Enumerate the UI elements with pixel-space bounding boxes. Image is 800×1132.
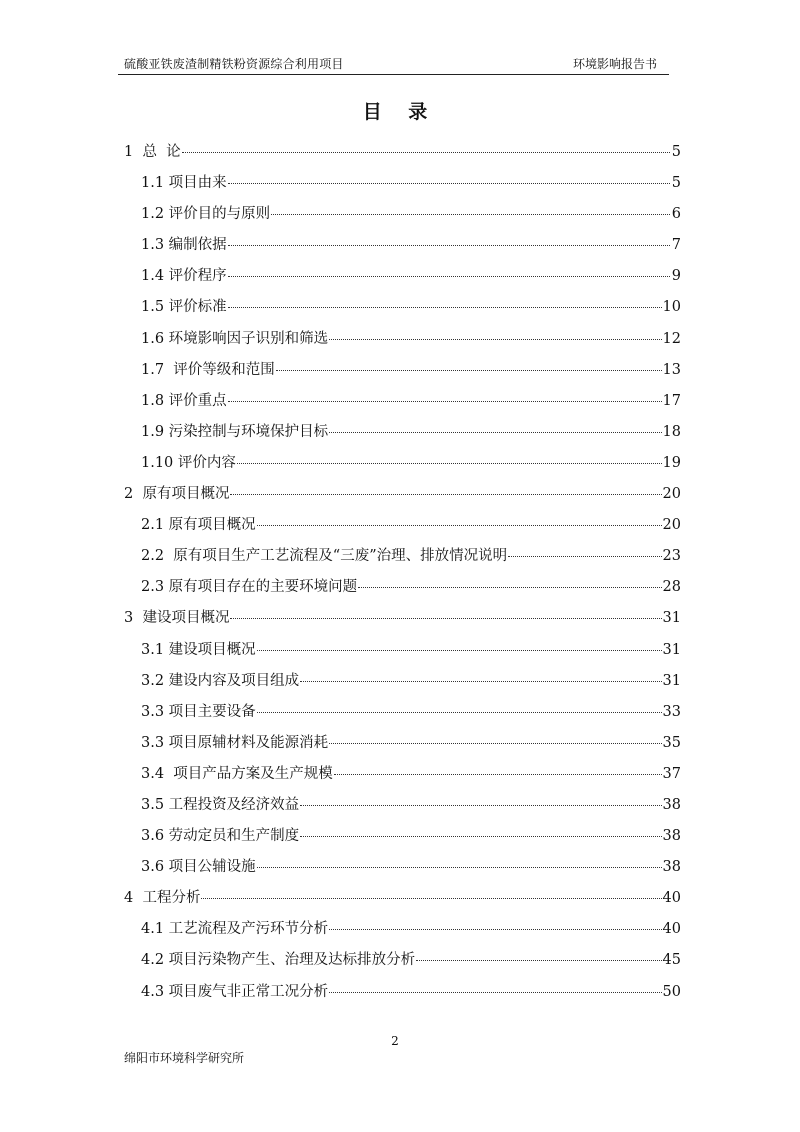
toc-entry-title: 3.3 项目主要设备 [141,703,256,720]
toc-entry-page: 35 [662,734,681,751]
toc-entry-page: 10 [662,299,681,316]
toc-entry[interactable] [124,452,681,483]
toc-entry[interactable] [124,670,681,701]
toc-dot-leader [300,822,661,837]
toc-dot-leader [329,729,661,744]
toc-entry[interactable] [124,918,681,949]
toc-entry[interactable] [124,856,681,887]
page-title: 目 录 [362,101,438,123]
toc-entry[interactable] [124,265,681,296]
toc-entry-title: 1.10 评价内容 [141,454,236,471]
toc-dot-leader [182,138,670,153]
toc-entry-page: 17 [662,392,681,409]
toc-entry-title: 1.3 编制依据 [141,237,227,254]
toc-dot-leader [329,418,661,433]
toc-entry[interactable] [124,141,681,172]
toc-entry[interactable] [124,825,681,856]
toc-dot-leader [358,573,661,588]
toc-entry-title: 1 总 论 [124,144,181,160]
toc-entry-page: 18 [662,423,681,440]
toc-dot-leader [228,387,662,402]
toc-dot-leader [257,511,662,526]
toc-dot-leader [201,884,661,899]
toc-entry-title: 2.1 原有项目概况 [141,517,256,534]
toc-dot-leader [329,325,661,340]
toc-entry-page: 12 [662,330,681,347]
toc-dot-leader [416,946,661,961]
toc-entry-page: 19 [662,454,681,471]
toc-entry-page: 45 [662,952,681,969]
toc-dot-leader [228,293,662,308]
toc-entry-page: 5 [671,144,681,160]
toc-entry-title: 1.5 评价标准 [141,299,227,316]
toc-entry[interactable] [124,234,681,265]
toc-dot-leader [228,169,670,184]
toc-dot-leader [228,231,670,246]
toc-entry-page: 38 [662,859,681,876]
toc-entry-title: 4 工程分析 [124,890,201,907]
toc-entry[interactable] [124,763,681,794]
toc-entry-title: 3.5 工程投资及经济效益 [141,796,300,813]
toc-entry[interactable] [124,949,681,980]
toc-entry-page: 23 [662,548,681,565]
toc-entry[interactable] [124,514,681,545]
toc-entry[interactable] [124,732,681,763]
toc-entry-title: 4.1 工艺流程及产污环节分析 [141,921,329,938]
toc-entry[interactable] [124,887,681,918]
header-project-title: 硫酸亚铁废渣制精铁粉资源综合利用项目 [124,57,344,71]
toc-entry-page: 20 [662,486,681,503]
toc-entry[interactable] [124,483,681,514]
toc-entry[interactable] [124,421,681,452]
toc-dot-leader [230,604,661,619]
toc-dot-leader [334,760,662,775]
toc-entry-page: 20 [662,517,681,534]
toc-entry-title: 2.2 原有项目生产工艺流程及“三废”治理、排放情况说明 [141,548,508,565]
toc-entry-title: 3 建设项目概况 [124,610,230,627]
toc-entry-title: 2 原有项目概况 [124,486,230,503]
toc-entry-title: 4.3 项目废气非正常工况分析 [141,983,329,1000]
toc-entry[interactable] [124,203,681,234]
toc-entry[interactable] [124,296,681,327]
toc-entry-page: 5 [671,175,681,192]
toc-entry-page: 31 [662,672,681,689]
footer-organization: 绵阳市环境科学研究所 [124,1051,245,1065]
toc-dot-leader [257,636,662,651]
toc-dot-leader [276,356,662,371]
toc-entry-page: 31 [662,610,681,627]
toc-entry-title: 3.4 项目产品方案及生产规模 [141,765,333,782]
toc-entry-page: 37 [662,765,681,782]
toc-entry[interactable] [124,701,681,732]
toc-dot-leader [228,262,670,277]
toc-entry-page: 13 [662,361,681,378]
toc-entry-page: 9 [671,268,681,285]
table-of-contents [124,141,681,1012]
toc-dot-leader [300,667,661,682]
toc-entry-page: 33 [662,703,681,720]
toc-entry-page: 38 [662,796,681,813]
toc-entry[interactable] [124,607,681,638]
toc-entry[interactable] [124,390,681,421]
toc-entry[interactable] [124,794,681,825]
toc-entry-title: 3.2 建设内容及项目组成 [141,672,300,689]
toc-entry-page: 38 [662,828,681,845]
toc-entry-page: 7 [671,237,681,254]
toc-dot-leader [329,915,661,930]
toc-entry-title: 1.1 项目由来 [141,175,227,192]
toc-dot-leader [237,449,662,464]
page-number: 2 [391,1034,399,1048]
toc-entry-title: 1.4 评价程序 [141,268,227,285]
toc-entry[interactable] [124,639,681,670]
toc-dot-leader [329,978,661,993]
header-divider [118,74,669,75]
toc-entry-title: 1.7 评价等级和范围 [141,361,275,378]
toc-entry-title: 1.2 评价目的与原则 [141,206,271,223]
toc-entry[interactable] [124,328,681,359]
toc-entry-page: 40 [662,921,681,938]
toc-dot-leader [271,200,670,215]
toc-entry-page: 50 [662,983,681,1000]
toc-entry-page: 28 [662,579,681,596]
toc-entry-page: 31 [662,641,681,658]
toc-entry-page: 40 [662,890,681,907]
toc-entry[interactable] [124,576,681,607]
toc-entry[interactable] [124,545,681,576]
toc-entry-title: 2.3 原有项目存在的主要环境问题 [141,579,358,596]
toc-dot-leader [257,853,662,868]
toc-entry-title: 3.3 项目原辅材料及能源消耗 [141,734,329,751]
toc-entry-title: 3.6 项目公辅设施 [141,859,256,876]
toc-entry-title: 1.6 环境影响因子识别和筛选 [141,330,329,347]
toc-dot-leader [300,791,661,806]
toc-entry-title: 3.6 劳动定员和生产制度 [141,828,300,845]
header-report-type: 环境影响报告书 [573,57,658,71]
toc-entry-title: 1.9 污染控制与环境保护目标 [141,423,329,440]
toc-entry[interactable] [124,172,681,203]
toc-dot-leader [230,480,661,495]
toc-entry-title: 1.8 评价重点 [141,392,227,409]
toc-entry-title: 3.1 建设项目概况 [141,641,256,658]
toc-entry-page: 6 [671,206,681,223]
toc-dot-leader [257,698,662,713]
toc-entry[interactable] [124,359,681,390]
toc-entry[interactable] [124,981,681,1012]
toc-entry-title: 4.2 项目污染物产生、治理及达标排放分析 [141,952,416,969]
toc-dot-leader [508,542,661,557]
